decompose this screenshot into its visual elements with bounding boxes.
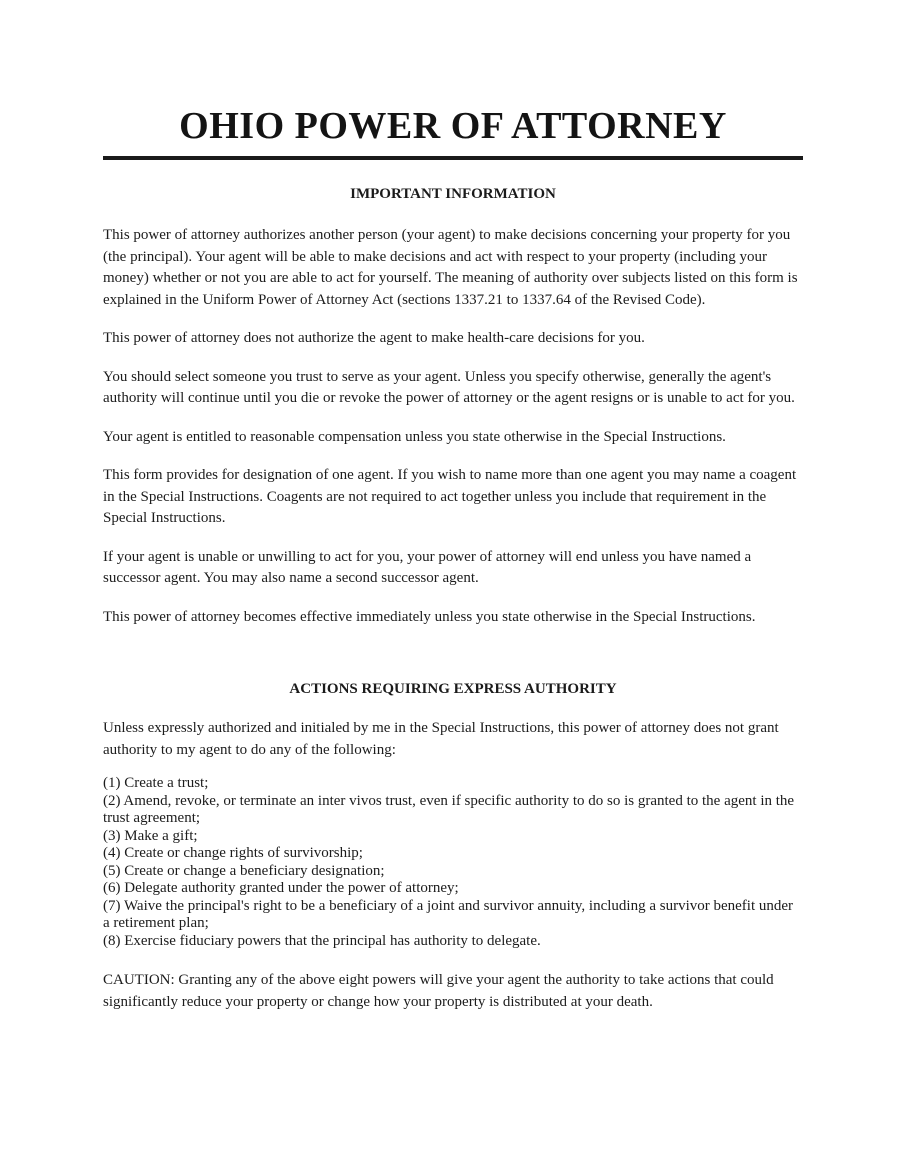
list-item-delegate-authority: (6) Delegate authority granted under the power of attorney; bbox=[103, 880, 459, 896]
list-item-make-gift: (3) Make a gift; bbox=[103, 827, 198, 844]
paragraph-select-agent: You should select someone you trust to serve as your agent. Unless you specify otherwise, generally the agent's authority will continue until you die or revoke the power of attorney or the agent resigns or is unable to act for you. bbox=[103, 368, 795, 406]
paragraph-caution: CAUTION: Granting any of the above eight powers will give your agent the authority to take actions that could significantly reduce your property or change how your property is distributed at your death. bbox=[103, 972, 774, 1010]
list-item-amend-trust: (2) Amend, revoke, or terminate an inter vivos trust, even if specific authority to do so is granted to the agent in the trust agreement; bbox=[103, 792, 795, 826]
title-divider bbox=[103, 156, 803, 160]
paragraph-successor-agent: If your agent is unable or unwilling to act for you, your power of attorney will end unless you have named a successor agent. You may also name a second successor agent. bbox=[103, 548, 752, 586]
list-item-create-trust: (1) Create a trust; bbox=[103, 775, 209, 791]
section-heading-important-information: IMPORTANT INFORMATION bbox=[350, 186, 556, 202]
paragraph-one-agent: This form provides for designation of one agent. If you wish to name more than one agent you may name a coagent in the Special Instructions. Coagents are not required to act together unless you include that requirement in the Special Instructions. bbox=[103, 467, 797, 526]
paragraph-authorizes: This power of attorney authorizes another person (your agent) to make decisions concerning your property for you (the principal). Your agent will be able to make decisions and act with respect to your property (including your money) whether or not you are able to act for yourself. The meaning of authority over subjects listed on this form is explained in the Uniform Power of Attorney Act (sections 1337.21 to 1337.64 of the Revised Code). bbox=[103, 227, 798, 308]
express-authority-list bbox=[103, 775, 803, 950]
list-item-beneficiary-designation: (5) Create or change a beneficiary designation; bbox=[103, 862, 385, 879]
paragraph-no-healthcare: This power of attorney does not authorize the agent to make health-care decisions for you. bbox=[103, 330, 645, 346]
page-title: OHIO POWER OF ATTORNEY bbox=[179, 105, 727, 147]
paragraph-express-authority-intro: Unless expressly authorized and initialed by me in the Special Instructions, this power of attorney does not grant authority to my agent to do any of the following: bbox=[103, 720, 779, 758]
list-item-fiduciary-powers: (8) Exercise fiduciary powers that the principal has authority to delegate. bbox=[103, 932, 541, 949]
list-item-waive-annuity: (7) Waive the principal's right to be a beneficiary of a joint and survivor annuity, including a survivor benefit under a retirement plan; bbox=[103, 897, 794, 931]
paragraph-compensation: Your agent is entitled to reasonable compensation unless you state otherwise in the Special Instructions. bbox=[103, 428, 726, 445]
list-item-rights-survivorship: (4) Create or change rights of survivorship; bbox=[103, 845, 363, 861]
paragraph-effective-immediately: This power of attorney becomes effective immediately unless you state otherwise in the Special Instructions. bbox=[103, 608, 756, 625]
section-heading-express-authority: ACTIONS REQUIRING EXPRESS AUTHORITY bbox=[289, 681, 617, 697]
